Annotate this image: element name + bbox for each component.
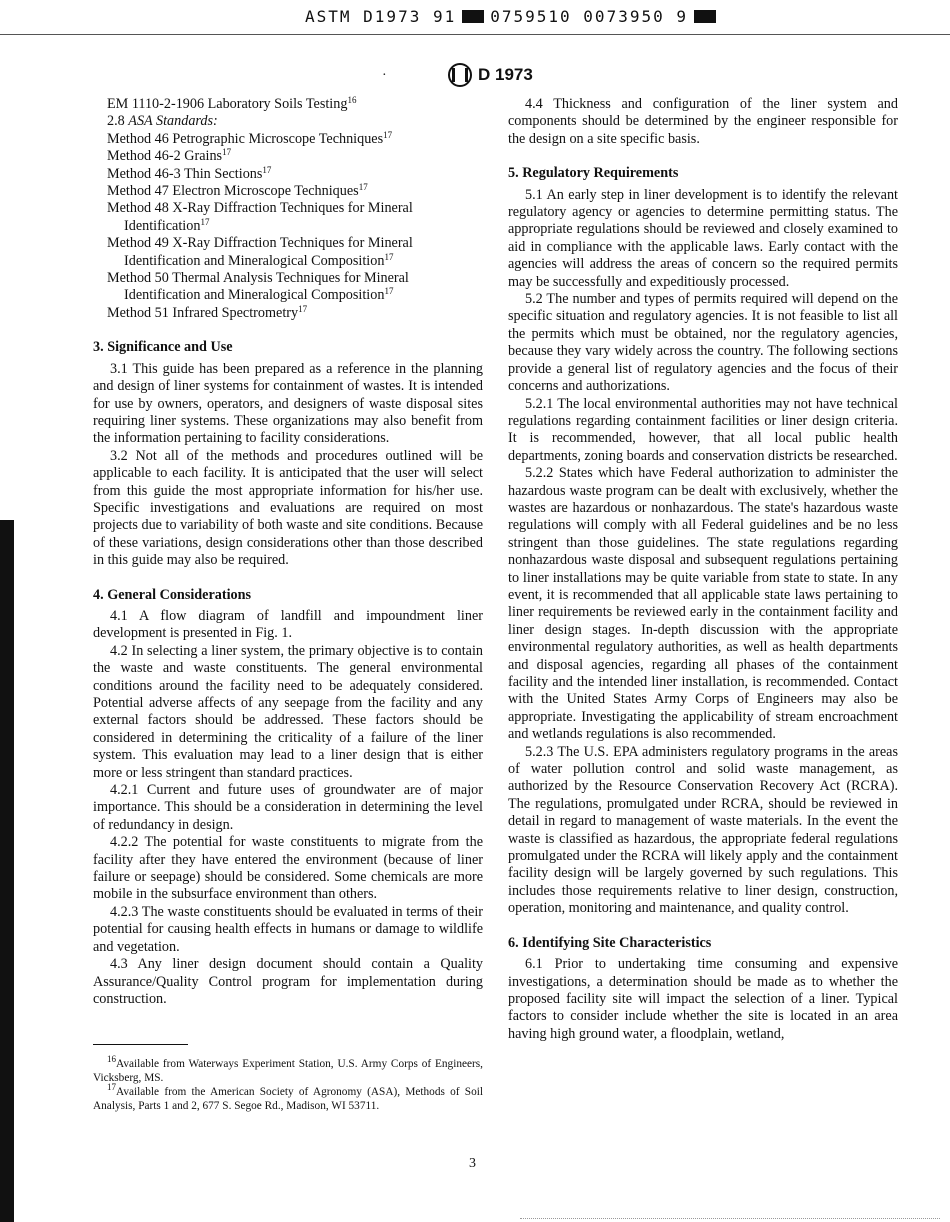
reference-item: Method 50 Thermal Analysis Techniques for Mineral Identification and Mineralogical Composition$^{17}$ — [107, 270, 409, 304]
reference-item: EM 1110-2-1906 Laboratory Soils Testing$^{16}$ — [107, 95, 357, 112]
scan-header-left: ASTM D1973 91 — [305, 7, 457, 26]
left-column — [93, 96, 483, 1008]
footnotes — [93, 1044, 483, 1113]
reference-item: Method 48 X-Ray Diffraction Techniques for Mineral Identification$^{17}$ — [107, 200, 413, 234]
footnote-rule — [93, 1044, 188, 1045]
paragraph: 4.1 A flow diagram of landfill and impoundment liner development is presented in Fig. 1. — [93, 607, 483, 642]
scan-bottom-edge — [520, 1218, 940, 1219]
scan-header-bar — [0, 0, 950, 35]
scan-header-right: 0759510 0073950 9 — [490, 7, 688, 26]
paragraph: 4.2.3 The waste constituents should be evaluated in terms of their potential for causing health effects in humans or damage to wildlife and vegetation. — [93, 903, 483, 955]
paragraph: 4.2.1 Current and future uses of groundwater are of major importance. This should be a consideration in determining the level of redundancy in design. — [93, 782, 483, 833]
section-heading: 3. Significance and Use — [93, 339, 233, 356]
paragraph: 5.1 An early step in liner development is to identify the relevant regulatory agency or agencies to determine permitting status. The appropriate regulations should be reviewed and closely examined to aid in compliance with the applicable laws. Early contact with the agencies will address the areas of concern so the required permits may be successfully and expeditiously processed. — [508, 186, 898, 290]
paragraph: 3.1 This guide has been prepared as a reference in the planning and design of liner systems for containment of wastes. It is intended for use by owners, operators, and designers of waste disposal sites requiring liner systems. These organizations may also benefit from the information pertaining to facility considerations. — [93, 360, 483, 447]
paragraph: 4.2.2 The potential for waste constituents to migrate from the facility after they have entered the environment (because of liner failure or seepage) should be considered. Some chemicals are more mobile in the subsurface environment than others. — [93, 834, 483, 903]
reference-item: Method 46-3 Thin Sections$^{17}$ — [107, 164, 272, 182]
scan-block-mark — [462, 10, 484, 23]
reference-item: Method 46-2 Grains$^{17}$ — [107, 147, 232, 165]
paragraph: 5.2 The number and types of permits required will depend on the specific situation and regulatory agencies. It is not feasible to list all the permits which must be obtained, nor the regulatory agencies, because they vary widely across the country. The following sections provide a general list of regulatory agencies and the focus of their concerns and authorizations. — [508, 291, 898, 395]
paragraph: 6.1 Prior to undertaking time consuming and expensive investigations, a determination should be made as to whether the proposed facility site will impact the selection of a liner. Typical factors to consider include whether the site is located in an area having high ground water, a floodplain, wetland, — [508, 956, 898, 1042]
footnote: $^{16}$Available from Waterways Experiment Station, U.S. Army Corps of Engineers, Vicksberg, MS. — [93, 1054, 483, 1084]
paragraph: 5.2.1 The local environmental authorities may not have technical regulations regarding containment facilities or liner design criteria. It is recommended, however, that all local public health departments, zoning boards and conservation districts be researched. — [508, 395, 898, 464]
right-column — [508, 96, 898, 1043]
page-number: 3 — [469, 1156, 476, 1171]
page-header — [448, 60, 533, 90]
paragraph: 5.2.2 States which have Federal authorization to administer the hazardous waste program can be dealt with exclusively, whether the wastes are hazardous or nonhazardous. The state's hazardous waste regulations will comply with all Federal guidelines and be no less stringent than those guidelines. The state regulations regarding nonhazardous waste disposal and subsequent regulations pertaining to liner installations may be quite variable from state to state. In any event, it is recommended that all applicable state laws pertaining to liner requirements be reviewed early in the containment facility and liner design stages. In-depth discussion with the appropriate environmental regulatory authorities, as well as health departments and disposal agencies, regarding all phases of the containment facility and the intended liner installation, is recommended. Contact with the United States Army Corps of Engineers may also be appropriate. Investigating the applicability of stream encroachment and wetlands regulations is also recommended. — [508, 465, 898, 743]
reference-item: Method 51 Infrared Spectrometry$^{17}$ — [107, 303, 308, 321]
paragraph: 5.2.3 The U.S. EPA administers regulatory programs in the areas of water pollution control and solid waste management, as authorized by the Resource Conservation Recovery Act (RCRA). The regulations, promulgated under RCRA, should be reviewed in detail in regard to management of waste materials. In the event the waste is classified as hazardous, the appropriate federal regulations promulgated under the RCRA will likely apply and the containment facility design will be largely governed by such regulations. This includes those requirements relative to liner design, construction, operation, monitoring and maintenance, and quality control. — [508, 743, 898, 917]
scan-speck: · — [382, 68, 387, 83]
document-designation: D 1973 — [478, 65, 533, 84]
reference-item: Method 47 Electron Microscope Techniques$^{17}$ — [107, 182, 368, 200]
section-heading: 5. Regulatory Requirements — [508, 165, 679, 182]
paragraph: 4.4 Thickness and configuration of the liner system and components should be determined by the engineer responsible for the design on a site specific basis. — [508, 96, 898, 147]
reference-item: Method 49 X-Ray Diffraction Techniques for Mineral Identification and Mineralogical Composition$^{17}$ — [107, 235, 413, 269]
footnote: $^{17}$Available from the American Society of Agronomy (ASA), Methods of Soil Analysis, Parts 1 and 2, 677 S. Segoe Rd., Madison, WI 53711. — [93, 1082, 483, 1112]
paragraph: 3.2 Not all of the methods and procedures outlined will be applicable to each facility. It is anticipated that the user will select from this guide the most appropriate information for his/her use. Specific investigations and evaluations are required on most projects due to variability of both waste and site conditions. Because of these variations, design considerations other than those described in this guide may also be required. — [93, 447, 483, 569]
scan-edge-shadow — [0, 520, 14, 1222]
section-heading: 4. General Considerations — [93, 586, 252, 603]
section-heading: 6. Identifying Site Characteristics — [508, 934, 712, 951]
paragraph: 4.2 In selecting a liner system, the primary objective is to contain the waste and waste constituents. The general environmental conditions around the facility need to be adequately considered. Potential adverse affects of any seepage from the facility and any external factors should be addressed. These factors should be considered in determining the criticality of a failure of the liner system. This evaluation may lead to a liner design that is either more or less stringent than standard practices. — [93, 642, 483, 781]
reference-item: 2.8 ASA Standards: — [107, 113, 218, 130]
scan-block-mark — [694, 10, 716, 23]
reference-item: Method 46 Petrographic Microscope Techniques$^{17}$ — [107, 129, 393, 147]
paragraph: 4.3 Any liner design document should contain a Quality Assurance/Quality Control program for implementation during construction. — [93, 956, 483, 1007]
scan-header-code — [305, 7, 722, 26]
astm-logo-icon — [448, 63, 472, 87]
